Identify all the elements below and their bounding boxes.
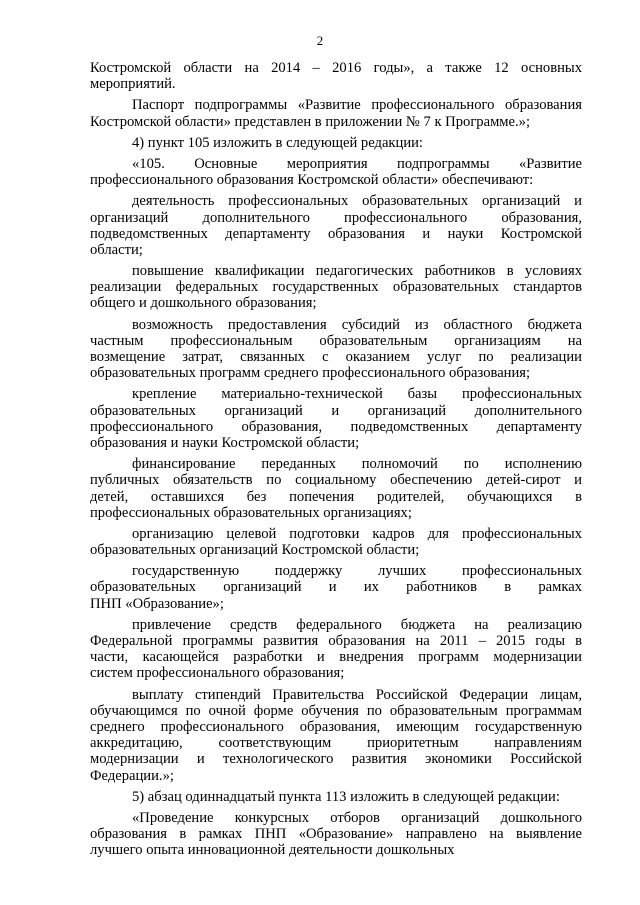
paragraph-line: 4) пункт 105 изложить в следующей редакции: <box>132 134 423 151</box>
paragraph-line: «105. Основные мероприятия подпрограммы «Развитие <box>132 155 582 172</box>
paragraph-line: систем профессионального образования; <box>90 665 345 682</box>
paragraph-line: государственную поддержку лучших профессиональных <box>132 563 582 580</box>
paragraph-line: образовательных организаций Костромской области; <box>90 542 420 559</box>
paragraph-line: Костромской области на 2014 – 2016 годы», а также 12 основных <box>90 60 582 76</box>
paragraph-line: финансирование переданных полномочий по исполнению <box>132 456 582 473</box>
paragraph-line: возможность предоставления субсидий из областного бюджета <box>132 316 582 333</box>
paragraph-line: публичных обязательств по социальному обеспечению детей-сирот и <box>90 472 582 489</box>
paragraph-line: профессионального образования, подведомственных департаменту <box>90 418 582 435</box>
paragraph-line: образования в рамках ПНП «Образование» направлено на выявление <box>90 826 582 843</box>
paragraph-line: Паспорт подпрограммы «Развитие профессионального образования <box>132 97 582 114</box>
paragraph-line: Костромской области» представлен в приложении № 7 к Программе.»; <box>90 113 531 130</box>
paragraph <box>90 263 582 312</box>
paragraph-line: организаций дополнительного профессионального образования, <box>90 209 582 226</box>
paragraph <box>90 563 582 612</box>
paragraph <box>90 386 582 451</box>
paragraph-line: общего и дошкольного образования; <box>90 295 317 312</box>
paragraph-line: крепление материально-технической базы профессиональных <box>132 386 582 403</box>
paragraph <box>90 456 582 521</box>
paragraph-line: образовательных организаций и организаций дополнительного <box>90 402 582 419</box>
paragraph-line: повышение квалификации педагогических работников в условиях <box>132 263 582 280</box>
paragraph-line: 5) абзац одиннадцатый пункта 113 изложить в следующей редакции: <box>132 788 560 805</box>
paragraph-line: привлечение средств федерального бюджета на реализацию <box>132 616 582 633</box>
paragraph-line: профессиональных образовательных организациях; <box>90 504 412 521</box>
document-body <box>90 60 582 858</box>
paragraph <box>90 60 582 92</box>
paragraph-line: аккредитацию, соответствующим приоритетным направлениям <box>90 735 582 752</box>
paragraph-line: реализации федеральных государственных образовательных стандартов <box>90 279 582 296</box>
paragraph-line: возмещение затрат, связанных с оказанием услуг по реализации <box>90 349 582 365</box>
paragraph-line: профессионального образования Костромской области» обеспечивают: <box>90 172 534 189</box>
paragraph-line: среднего профессионального образования, имеющим государственную <box>90 718 582 735</box>
paragraph <box>90 135 582 151</box>
paragraph-line: Федеральной программы развития образования на 2011 – 2015 годы в <box>90 633 582 649</box>
paragraph-line: Федерации.»; <box>90 767 174 784</box>
paragraph-line: образования и науки Костромской области; <box>90 434 360 451</box>
paragraph-line: мероприятий. <box>90 76 176 93</box>
paragraph <box>90 97 582 129</box>
paragraph-line: образовательных программ среднего профессионального образования; <box>90 365 531 382</box>
paragraph-line: детей, оставшихся без попечения родителей, обучающихся в <box>90 488 582 505</box>
paragraph <box>90 810 582 859</box>
paragraph <box>90 317 582 382</box>
paragraph-line: модернизации и технологического развития экономики Российской <box>90 751 582 768</box>
paragraph <box>90 789 582 805</box>
paragraph-line: частным профессиональным образовательным организациям на <box>90 332 582 349</box>
paragraph-line: деятельность профессиональных образовательных организаций и <box>132 193 582 210</box>
paragraph <box>90 687 582 784</box>
paragraph-line: выплату стипендий Правительства Российской Федерации лицам, <box>132 686 582 703</box>
paragraph-line: части, касающейся разработки и внедрения программ модернизации <box>90 649 582 666</box>
page-number: 2 <box>316 33 324 48</box>
paragraph-line: обучающимся по очной форме обучения по образовательным программам <box>90 702 582 719</box>
paragraph <box>90 156 582 188</box>
paragraph <box>90 526 582 558</box>
paragraph-line: «Проведение конкурсных отборов организаций дошкольного <box>132 809 582 826</box>
paragraph <box>90 617 582 682</box>
paragraph-line: организацию целевой подготовки кадров для профессиональных <box>132 525 582 542</box>
paragraph-line: области; <box>90 241 143 258</box>
paragraph <box>90 193 582 258</box>
paragraph-line: лучшего опыта инновационной деятельности дошкольных <box>90 842 455 859</box>
paragraph-line: подведомственных департаменту образования и науки Костромской <box>90 225 582 242</box>
paragraph-line: ПНП «Образование»; <box>90 595 224 612</box>
paragraph-line: образовательных организаций и их работников в рамках <box>90 579 582 596</box>
